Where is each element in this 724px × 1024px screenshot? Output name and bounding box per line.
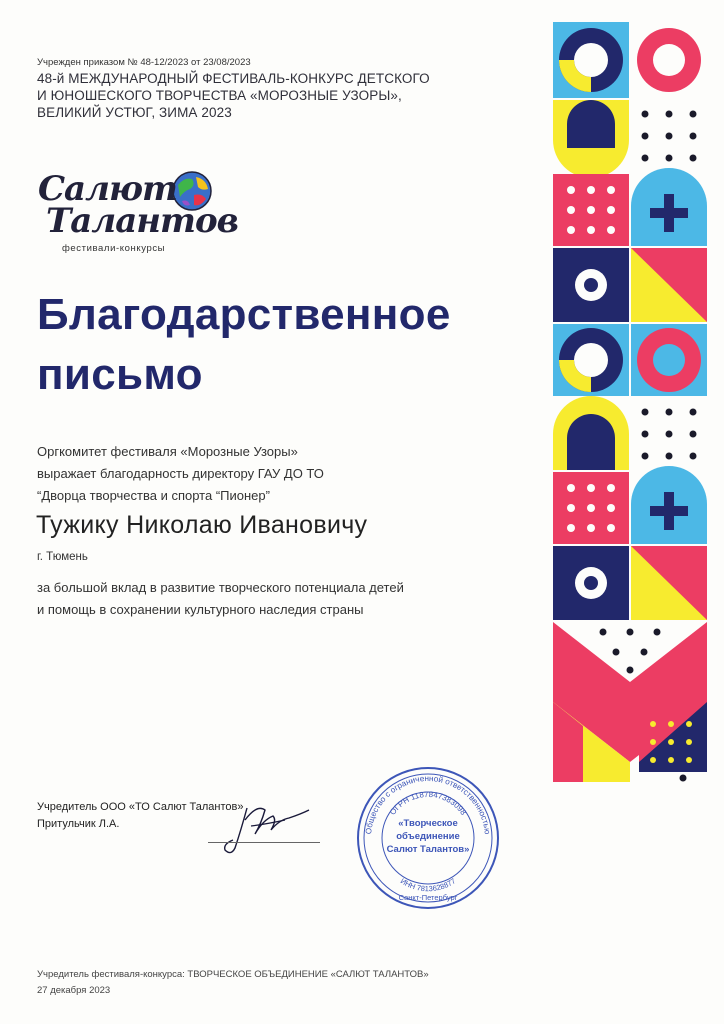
svg-text:ОГРН 1187847383098	[388, 790, 468, 817]
footer-founder	[37, 967, 429, 983]
footer-date: 27 декабря 2023	[37, 985, 111, 996]
footer-label: Учредитель фестиваля-конкурса:	[37, 969, 185, 980]
logo-word-talantov: Талантов	[46, 201, 239, 241]
festival-line: 48-й МЕЖДУНАРОДНЫЙ ФЕСТИВАЛЬ-КОНКУРС ДЕТСКОГО	[37, 71, 430, 86]
order-line: Учрежден приказом № 48-12/2023 от 23/08/2023	[37, 57, 251, 68]
festival-line: ВЕЛИКИЙ УСТЮГ, ЗИМА 2023	[37, 105, 232, 120]
stamp-outer-text: Общество с ограниченной ответственностью	[364, 773, 492, 835]
founder-line: Учредитель ООО «ТО Салют Талантов»	[37, 801, 244, 813]
logo-subtitle: фестивали-конкурсы	[62, 243, 166, 254]
signature-line	[208, 842, 320, 843]
intro-text	[37, 441, 324, 507]
company-stamp	[353, 763, 503, 913]
logo-word-salut: Салют	[38, 169, 178, 209]
recipient-name: Тужику Николаю Ивановичу	[36, 511, 368, 539]
footer	[37, 967, 429, 999]
stamp-center-line: «Творческое	[398, 818, 458, 829]
reason-text	[37, 577, 404, 621]
document-title	[37, 285, 451, 405]
decorative-pattern	[553, 22, 713, 782]
stamp-city: Санкт-Петербург	[398, 893, 458, 902]
title-line: Благодарственное	[37, 290, 451, 339]
founder-line: Притульчик Л.А.	[37, 818, 120, 830]
intro-line: “Дворца творчества и спорта “Пионер”	[37, 488, 270, 503]
intro-line: Оргкомитет фестиваля «Морозные Узоры»	[37, 444, 298, 459]
stamp-center-line: объединение	[396, 831, 460, 842]
stamp-center-line: Салют Талантов»	[386, 844, 470, 855]
signature-image	[205, 790, 315, 860]
footer-org: ТВОРЧЕСКОЕ ОБЪЕДИНЕНИЕ «САЛЮТ ТАЛАНТОВ»	[187, 969, 429, 980]
salut-talantov-logo	[30, 165, 239, 260]
stamp-inn: ИНН 7813628877	[398, 876, 458, 894]
intro-line: выражает благодарность директору ГАУ ДО ТО	[37, 466, 324, 481]
svg-text:ИНН 7813628877	[399, 876, 457, 893]
festival-title	[37, 70, 437, 121]
reason-line: и помощь в сохранении культурного наследия страны	[37, 602, 364, 617]
recipient-city: г. Тюмень	[37, 551, 88, 563]
title-line: письмо	[37, 350, 203, 399]
festival-line: И ЮНОШЕСКОГО ТВОРЧЕСТВА «МОРОЗНЫЕ УЗОРЫ»,	[37, 88, 402, 103]
stamp-ogrn: ОГРН 1187847383098	[388, 789, 469, 817]
reason-line: за большой вклад в развитие творческого потенциала детей	[37, 580, 404, 595]
